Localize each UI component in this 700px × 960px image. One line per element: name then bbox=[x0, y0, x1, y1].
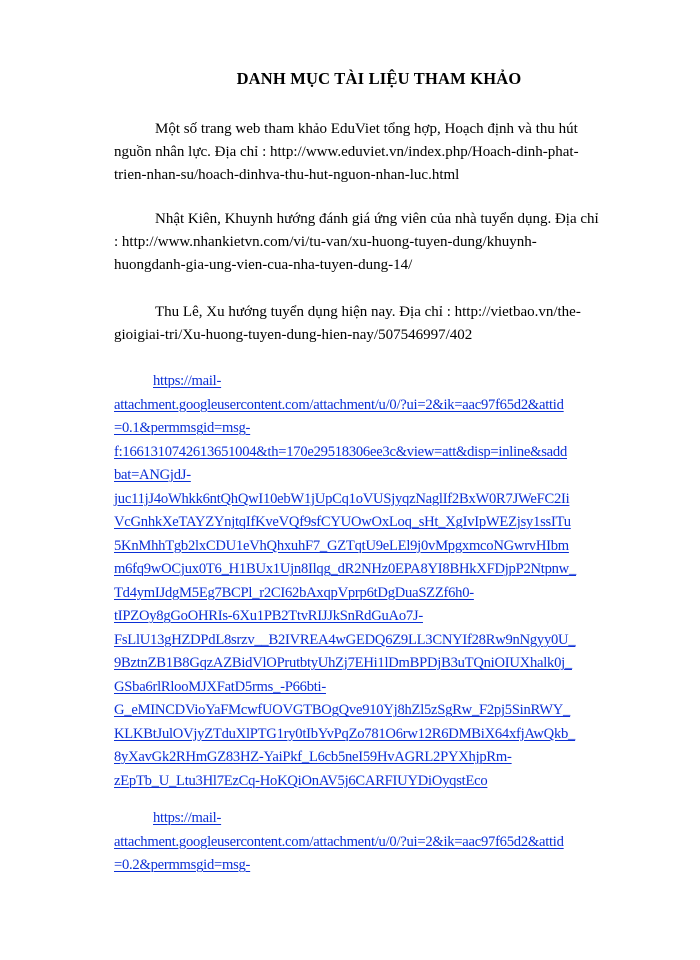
reference-entry-eduviet bbox=[114, 118, 644, 187]
reference-entry-thu-le bbox=[114, 301, 644, 347]
link-line[interactable]: https://mail- bbox=[153, 373, 222, 389]
link-line[interactable]: =0.1&permmsgid=msg- bbox=[114, 420, 251, 436]
link-line[interactable]: 9BztnZB1B8GqzAZBidVlOPrutbtyUhZj7EHi1lDmBPDjB3uTQniOIUXhalk0j_ bbox=[114, 655, 572, 671]
reference-line: Nhật Kiên, Khuynh hướng đánh giá ứng viên của nhà tuyển dụng. Địa chỉ bbox=[155, 211, 599, 227]
attachment-link-1[interactable] bbox=[114, 370, 644, 793]
reference-entry-nhat-kien bbox=[114, 208, 644, 277]
link-line[interactable]: https://mail- bbox=[153, 810, 222, 826]
reference-line: nguồn nhân lực. Địa chỉ : http://www.eduviet.vn/index.php/Hoach-dinh-phat- bbox=[114, 144, 579, 160]
reference-line: Một số trang web tham khảo EduViet tổng hợp, Hoạch định và thu hút bbox=[155, 121, 578, 137]
link-line[interactable]: m6fq9wOCjux0T6_H1BUx1Ujn8Ilqg_dR2NHz0EPA8YI8BHkXFDjpP2Ntpnw_ bbox=[114, 561, 577, 577]
link-line[interactable]: Td4ymIJdgM5Eg7BCPl_r2CI62bAxqpVprp6tDgDuaSZZf6h0- bbox=[114, 584, 474, 601]
link-line[interactable]: FsLlU13gHZDPdL8srzv__B2IVREA4wGEDQ6Z9LL3CNYIf28Rw9nNgyy0U_ bbox=[114, 631, 576, 648]
reference-line: : http://www.nhankietvn.com/vi/tu-van/xu-huong-tuyen-dung/khuynh- bbox=[114, 234, 537, 250]
link-line[interactable]: attachment.googleusercontent.com/attachment/u/0/?ui=2&ik=aac97f65d2&attid bbox=[114, 396, 564, 413]
reference-line: trien-nhan-su/hoach-dinhva-thu-hut-nguon-nhan-luc.html bbox=[114, 167, 460, 183]
link-line[interactable]: VcGnhkXeTAYZYnjtqIfKveVQf9sfCYUOwOxLoq_sHt_XgIvIpWEZjsy1ssITu bbox=[114, 514, 571, 530]
link-line[interactable]: G_eMINCDVioYaFMcwfUOVGTBOgQve910Yj8hZl5zSgRw_F2pj5SinRWY_ bbox=[114, 702, 571, 718]
link-line[interactable]: GSba6rlRlooMJXFatD5rms_-P66bti- bbox=[114, 678, 326, 695]
page-title: DANH MỤC TÀI LIỆU THAM KHẢO bbox=[236, 69, 522, 88]
link-line[interactable]: 8yXavGk2RHmGZ83HZ-YaiPkf_L6cb5neI59HvAGRL2PYXhjpRm- bbox=[114, 749, 512, 765]
link-line[interactable]: zEpTb_U_Ltu3Hl7EzCq-HoKQiOnAV5j6CARFIUYDiOyqstEco bbox=[114, 772, 488, 789]
reference-line: huongdanh-gia-ung-vien-cua-nha-tuyen-dung-14/ bbox=[114, 257, 413, 273]
attachment-link-2[interactable] bbox=[114, 807, 644, 878]
link-line[interactable]: 5KnMhhTgb2lxCDU1eVhQhxuhF7_GZTqtU9eLEl9j0vMpgxmcoNGwrvHIbm bbox=[114, 537, 569, 554]
reference-line: Thu Lê, Xu hướng tuyển dụng hiện nay. Địa chỉ : http://vietbao.vn/the- bbox=[155, 304, 581, 320]
reference-line: gioigiai-tri/Xu-huong-tuyen-dung-hien-nay/507546997/402 bbox=[114, 327, 473, 343]
link-line[interactable]: attachment.googleusercontent.com/attachment/u/0/?ui=2&ik=aac97f65d2&attid bbox=[114, 833, 564, 850]
link-line[interactable]: KLKBtJulOVjyZTduXlPTG1ry0tIbYvPqZo781O6rw12R6DMBiX64xfjAwQkb_ bbox=[114, 725, 576, 742]
link-line[interactable]: bat=ANGjdJ- bbox=[114, 467, 191, 483]
link-line[interactable]: tIPZOy8gGoOHRIs-6Xu1PB2TtvRIJJkSnRdGuAo7J- bbox=[114, 608, 423, 624]
link-line[interactable]: =0.2&permmsgid=msg- bbox=[114, 857, 251, 873]
link-line[interactable]: juc11jJ4oWhkk6ntQhQwI10ebW1jUpCq1oVUSjyqzNaglIf2BxW0R7JWeFC2Ii bbox=[114, 490, 570, 507]
link-line[interactable]: f:1661310742613651004&th=170e29518306ee3c&view=att&disp=inline&sadd bbox=[114, 443, 567, 460]
